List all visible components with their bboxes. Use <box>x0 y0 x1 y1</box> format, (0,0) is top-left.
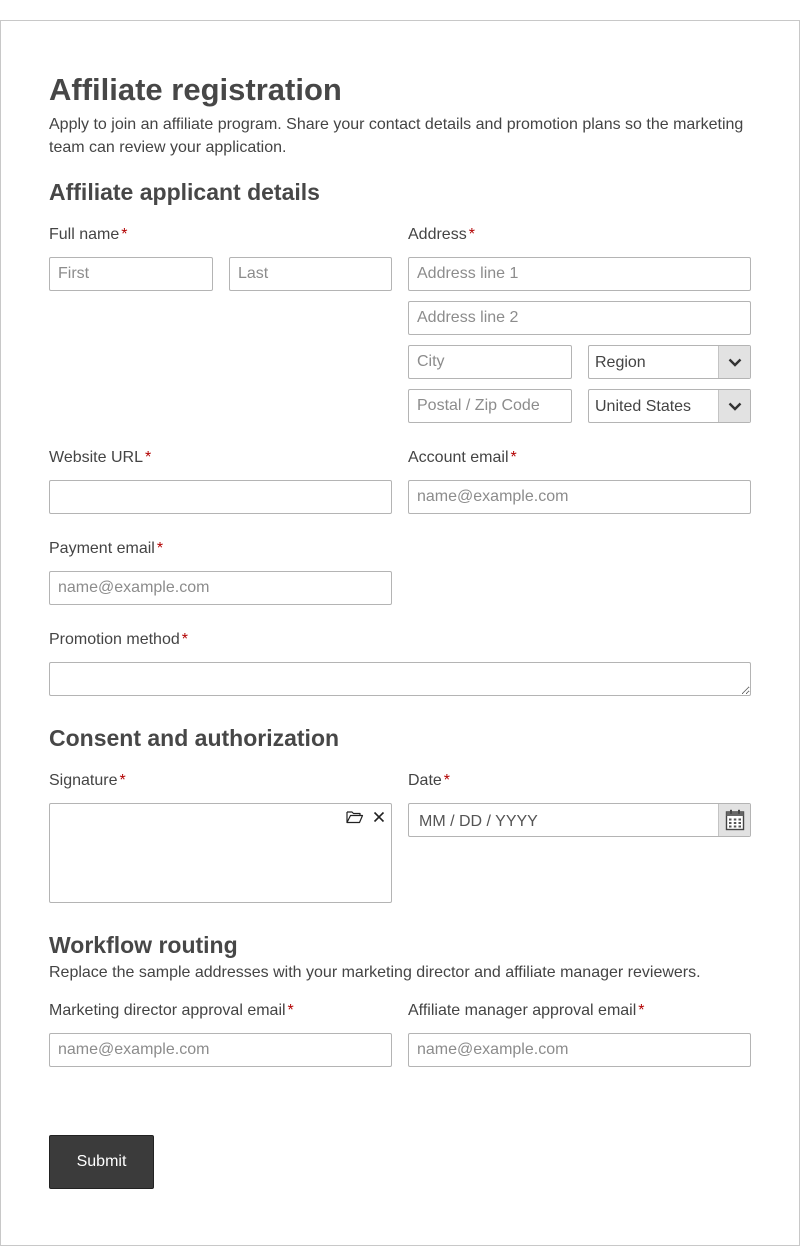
promotion-method-label: Promotion method * <box>49 631 188 648</box>
address-line2-input[interactable] <box>408 301 751 335</box>
country-select-value: United States <box>595 398 692 415</box>
signature-label: Signature * <box>49 772 126 789</box>
marketing-director-email-label: Marketing director approval email * <box>49 1002 294 1019</box>
payment-email-label: Payment email * <box>49 540 164 557</box>
last-name-input[interactable] <box>229 257 392 291</box>
required-asterisk: * <box>287 1002 294 1019</box>
address-label: Address * <box>408 226 475 243</box>
region-select-value: Region <box>595 354 646 371</box>
account-email-input[interactable] <box>408 480 751 514</box>
required-asterisk: * <box>156 540 164 557</box>
close-icon[interactable] <box>373 810 385 828</box>
postal-code-input[interactable] <box>408 389 572 423</box>
chevron-down-icon <box>718 390 750 422</box>
required-asterisk: * <box>443 772 451 789</box>
address-line1-input[interactable] <box>408 257 751 291</box>
website-url-label: Website URL * <box>49 449 152 466</box>
required-asterisk: * <box>121 226 128 243</box>
account-email-label: Account email * <box>408 449 517 466</box>
promotion-method-textarea[interactable] <box>49 662 751 696</box>
required-asterisk: * <box>510 449 517 466</box>
section-applicant-details: Affiliate applicant details <box>49 179 320 205</box>
section-consent: Consent and authorization <box>49 725 340 751</box>
required-asterisk: * <box>638 1002 645 1019</box>
date-placeholder: MM / DD / YYYY <box>419 813 538 830</box>
required-asterisk: * <box>468 226 475 243</box>
section-workflow: Workflow routing <box>49 932 238 958</box>
chevron-down-icon <box>718 346 750 378</box>
region-select[interactable] <box>588 345 751 379</box>
form-title: Affiliate registration <box>49 72 342 107</box>
payment-email-input[interactable] <box>49 571 392 605</box>
affiliate-manager-email-label: Affiliate manager approval email * <box>408 1002 645 1019</box>
signature-pad[interactable] <box>49 803 392 903</box>
calendar-icon[interactable] <box>718 804 750 836</box>
date-input[interactable] <box>408 803 751 837</box>
workflow-note: Replace the sample addresses with your marketing director and affiliate manager reviewers. <box>49 964 701 981</box>
required-asterisk: * <box>144 449 152 466</box>
submit-button[interactable]: Submit <box>49 1135 154 1189</box>
required-asterisk: * <box>181 631 188 648</box>
marketing-director-email-input[interactable] <box>49 1033 392 1067</box>
website-url-input[interactable] <box>49 480 392 514</box>
country-select[interactable] <box>588 389 751 423</box>
form-description: Apply to join an affiliate program. Share your contact details and promotion plans so the marketing team can review your application. <box>49 116 744 156</box>
required-asterisk: * <box>119 772 126 789</box>
folder-open-icon[interactable] <box>346 810 364 829</box>
date-label: Date * <box>408 772 451 789</box>
city-input[interactable] <box>408 345 572 379</box>
first-name-input[interactable] <box>49 257 213 291</box>
affiliate-manager-email-input[interactable] <box>408 1033 751 1067</box>
full-name-label: Full name * <box>49 226 128 243</box>
